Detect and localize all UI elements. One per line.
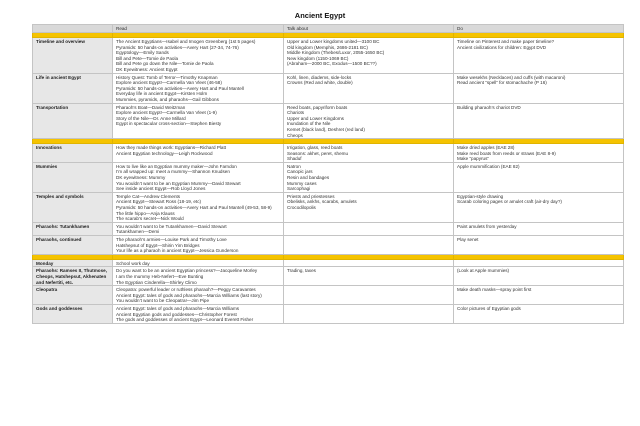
cell-line: DK Eyewitness: Ancient Egypt bbox=[116, 66, 178, 72]
topic-label: Timeline and overview bbox=[36, 39, 85, 44]
cell-line: Priests and priestesses bbox=[287, 193, 335, 199]
cell-line: Crocodilopolis bbox=[287, 205, 316, 211]
cell-line: Temple Cat—Andrew Clements bbox=[116, 193, 181, 199]
header-do-cell: Do bbox=[454, 25, 624, 33]
cell-line: Cheops bbox=[287, 132, 303, 138]
cell-line: Canopic jars bbox=[287, 169, 313, 175]
topic-cell bbox=[33, 259, 113, 267]
cell-line: Egyptian-style drawing bbox=[457, 193, 504, 199]
cell-line: Pyramids: 50 hands-on activities—Avery Hart and Paul Mantell bbox=[116, 85, 244, 91]
talk-cell bbox=[284, 144, 454, 163]
cell-line: Reed boats, papyriform boats bbox=[287, 104, 348, 110]
do-cell bbox=[454, 162, 624, 192]
do-cell bbox=[454, 222, 624, 235]
cell-line: Play senet bbox=[457, 237, 479, 242]
cell-line: DK eyewitness: Mummy bbox=[116, 175, 166, 181]
do-cell bbox=[454, 103, 624, 139]
table-row bbox=[33, 144, 624, 163]
cell-line: Natron bbox=[287, 163, 301, 169]
cell-line: Your life as a pharaoh in ancient Egypt—Jessica Gunderson bbox=[116, 248, 239, 254]
cell-line: Obelisks, ankhs, scarabs, amulets bbox=[287, 199, 357, 205]
topic-label: Monday bbox=[36, 260, 54, 266]
do-cell bbox=[454, 192, 624, 222]
read-cell bbox=[113, 304, 284, 323]
table-row bbox=[33, 259, 624, 267]
cell-line: (Look at Apple mummies) bbox=[457, 268, 510, 274]
read-cell bbox=[113, 192, 284, 222]
talk-cell bbox=[284, 259, 454, 267]
cell-line: Bill and Pete—Tomie de Paola bbox=[116, 55, 179, 61]
cell-line: Egyptology—Emily Sands bbox=[116, 50, 169, 56]
read-cell bbox=[113, 259, 284, 267]
cell-line: Old kingdom (Memphis, 2686-2181 BC) bbox=[287, 44, 368, 50]
cell-line: The little hippo—Anja Klauss bbox=[116, 210, 175, 216]
cell-line: How to live like an Egyptian mummy maker—John Farndon bbox=[116, 163, 237, 169]
table-row bbox=[33, 38, 624, 74]
cell-line: Ancient Egyptian technology—Leigh Rockwood bbox=[116, 150, 213, 156]
do-cell bbox=[454, 304, 624, 323]
topic-cell bbox=[33, 286, 113, 305]
do-cell bbox=[454, 259, 624, 267]
cell-line: (Abraham—2000 BC, Exodus—1500 BC??) bbox=[287, 61, 377, 67]
header-talk-cell: Talk about bbox=[284, 25, 454, 33]
cell-line: Middle Kingdom (Thebes/Luxor, 2055-1650 BC) bbox=[287, 50, 385, 56]
read-cell bbox=[113, 286, 284, 305]
cell-line: Upper and Lower Kingdoms bbox=[287, 115, 344, 121]
topic-label: Transportation bbox=[36, 104, 69, 110]
cell-line: Explore ancient Egypt!—Carmella Van Vleet (1-9) bbox=[116, 110, 217, 116]
topic-cell bbox=[33, 73, 113, 103]
cell-line: I am the mummy Heb-Nefert—Eve Bunting bbox=[116, 273, 204, 279]
cell-line: Kohl, linen, diadems, side-locks bbox=[287, 74, 352, 80]
cell-line: Ancient Egyptian gods and goddesses—Christopher Forest bbox=[116, 311, 237, 317]
cell-line: Pyramids: 50 hands-on activities—Avery Hart and Paul Mantell (49-53, 58-9) bbox=[116, 205, 272, 211]
cell-line: Make reed boats from reeds or straws (EAE 8-9) bbox=[457, 150, 556, 156]
topic-cell bbox=[33, 192, 113, 222]
cell-line: Tutankhamen—Demi bbox=[116, 229, 160, 235]
cell-line: Timeline on Pinterest and make paper timeline? bbox=[457, 39, 555, 44]
cell-line: Do you want to be an ancient Egyptian princess?—Jacqueline Morley bbox=[116, 268, 258, 274]
topic-cell bbox=[33, 162, 113, 192]
cell-line: The scarab’s secret—Nick Would bbox=[116, 216, 184, 222]
topic-cell bbox=[33, 38, 113, 74]
table-row bbox=[33, 236, 624, 255]
cell-line: Pharaoh’s Boat—David Weitzman bbox=[116, 104, 186, 110]
cell-line: See inside ancient Egypt—Rob Lloyd Jones bbox=[116, 186, 206, 192]
talk-cell bbox=[284, 192, 454, 222]
table-row bbox=[33, 162, 624, 192]
topic-cell bbox=[33, 267, 113, 286]
cell-line: Mummies, pyramids, and pharaohs—Gail Gibbons bbox=[116, 96, 219, 102]
read-cell bbox=[113, 222, 284, 235]
cell-line: How they made things work: Egyptians—Richard Platt bbox=[116, 145, 227, 151]
cell-line: Ancient Egypt: tales of gods and pharaohs—Marcia Williams bbox=[116, 305, 240, 311]
read-cell bbox=[113, 236, 284, 255]
cell-line: Make dried apples (EAE 28) bbox=[457, 145, 515, 151]
cell-line: Chariots bbox=[287, 110, 305, 116]
topic-label: Pharaohs: Ramses II, Thutmose, Cheops, Hatshepsut, Akhenaten and Nefertiti, etc. bbox=[36, 268, 107, 285]
cell-line: Irrigation, glass, reed boats bbox=[287, 145, 343, 151]
topic-cell bbox=[33, 222, 113, 235]
talk-cell bbox=[284, 73, 454, 103]
talk-cell bbox=[284, 162, 454, 192]
cell-line: You wouldn’t want to be an Egyptian Mummy—David Stewart bbox=[116, 180, 241, 186]
cell-line: Sarcophagi bbox=[287, 186, 311, 192]
cell-line: You wouldn’t want to be Tutankhamen—David Stewart bbox=[116, 223, 227, 229]
cell-line: Apple mummification (EAE 82) bbox=[457, 163, 520, 169]
cell-line: Make wesekhs (Necklaces) and cuffs (with macaroni) bbox=[457, 74, 566, 80]
do-cell bbox=[454, 286, 624, 305]
cell-line: Make death masks—spray point first bbox=[457, 287, 532, 293]
do-cell bbox=[454, 38, 624, 74]
header-row bbox=[33, 25, 624, 33]
cell-line: I’m all wrapped up: meet a mummy—Shannon Knudsen bbox=[116, 169, 230, 175]
cell-line: Inundation of the Nile bbox=[287, 121, 331, 127]
talk-cell bbox=[284, 222, 454, 235]
document-title: Ancient Egypt bbox=[294, 11, 346, 20]
cell-line: Trading, taxes bbox=[287, 268, 316, 274]
read-cell bbox=[113, 73, 284, 103]
cell-line: Pyramids: 50 hands-on activities—Avery Hart (27-34, 74-76) bbox=[116, 44, 239, 50]
cell-line: Upper and Lower kingdoms united—3100 BC bbox=[287, 39, 380, 44]
table-row bbox=[33, 192, 624, 222]
cell-line: Ancient civilizations for children: Egypt DVD bbox=[457, 44, 547, 50]
cell-line: Ancient Egypt—Stewart Ross (18-19, etc) bbox=[116, 199, 202, 205]
cell-line: Building pharaoh’s chariot DVD bbox=[457, 104, 521, 110]
topic-label: Temples and symbols bbox=[36, 193, 84, 199]
cell-line: Bill and Pete go down the Nile—Tomie de Paola bbox=[116, 61, 214, 67]
topic-label: Pharaohs, continued bbox=[36, 237, 82, 242]
do-cell bbox=[454, 73, 624, 103]
cell-line: Hatshepsut of Egypt—Shirin Yim Bridges bbox=[116, 242, 200, 248]
cell-line: School work day bbox=[116, 260, 150, 266]
cell-line: Mummy cases bbox=[287, 180, 317, 186]
cell-line: New kingdom (1150-1069 BC) bbox=[287, 55, 349, 61]
cell-line: The pharaoh’s armies—Louise Park and Timothy Love bbox=[116, 237, 227, 242]
talk-cell bbox=[284, 286, 454, 305]
topic-cell bbox=[33, 144, 113, 163]
cell-line: Shaduf bbox=[287, 156, 302, 162]
cell-line: Story of the Nile—Dr. Anne Millard bbox=[116, 115, 186, 121]
read-cell bbox=[113, 162, 284, 192]
table-row bbox=[33, 73, 624, 103]
cell-line: The Egyptian Cinderella—Shirley Climo bbox=[116, 279, 197, 285]
talk-cell bbox=[284, 304, 454, 323]
do-cell bbox=[454, 144, 624, 163]
cell-line: Resin and bandages bbox=[287, 175, 330, 181]
topic-label: Innovations bbox=[36, 145, 62, 151]
header-topic-cell bbox=[33, 25, 113, 33]
topic-cell bbox=[33, 236, 113, 255]
cell-line: Everyday life in ancient Egypt—Kirsten Holm bbox=[116, 91, 208, 97]
cell-line: Read ancient “spell” for stomachache (P 16) bbox=[457, 80, 547, 86]
cell-line: Ancient Egypt: tales of gods and pharaohs—Marcia Williams (last story) bbox=[116, 292, 262, 298]
read-cell bbox=[113, 144, 284, 163]
unit-plan-table bbox=[32, 24, 624, 324]
cell-line: Seasons: akhet, peret, shemu bbox=[287, 150, 349, 156]
cell-line: History Quest: Tomb of Terror—Timothy Knapman bbox=[116, 74, 218, 80]
read-cell bbox=[113, 103, 284, 139]
cell-line: You wouldn’t want to be Cleopatra!—Jim Pipe bbox=[116, 298, 210, 304]
table-row bbox=[33, 304, 624, 323]
cell-line: Color pictures of Egyptian gods bbox=[457, 305, 521, 311]
cell-line: Scarab coloring pages or amulet craft (air-dry day?) bbox=[457, 199, 562, 205]
table-row bbox=[33, 103, 624, 139]
cell-line: The gods and goddesses of ancient Egypt—Leonard Everett Fisher bbox=[116, 317, 254, 323]
cell-line: Kemet (black land), Deshret (red land) bbox=[287, 126, 365, 132]
talk-cell bbox=[284, 236, 454, 255]
topic-cell bbox=[33, 103, 113, 139]
topic-label: Pharaohs: Tutankhamen bbox=[36, 223, 90, 229]
read-cell bbox=[113, 38, 284, 74]
topic-label: Life in ancient Egypt bbox=[36, 74, 81, 80]
talk-cell bbox=[284, 38, 454, 74]
cell-line: Egypt in spectacular cross-section—Stephen Biesty bbox=[116, 121, 222, 127]
do-cell bbox=[454, 267, 624, 286]
topic-cell bbox=[33, 304, 113, 323]
table-row bbox=[33, 286, 624, 305]
cell-line: Cleopatra: powerful leader or ruthless pharaoh?—Peggy Caravantes bbox=[116, 287, 256, 293]
read-cell bbox=[113, 267, 284, 286]
table-row bbox=[33, 222, 624, 235]
cell-line: Make “papyrus” bbox=[457, 156, 489, 162]
talk-cell bbox=[284, 267, 454, 286]
table-row bbox=[33, 267, 624, 286]
talk-cell bbox=[284, 103, 454, 139]
cell-line: Explore ancient Egypt!—Carmella Van Vleet (46-58) bbox=[116, 80, 222, 86]
cell-line: The Ancient Egyptians—Isabel and Imogen Greenberg (1st 5 pages) bbox=[116, 39, 256, 44]
topic-label: Cleopatra bbox=[36, 287, 58, 293]
cell-line: Paint amulets from yesterday bbox=[457, 223, 517, 229]
header-read-cell: Read bbox=[113, 25, 284, 33]
cell-line: Crowns (Red and white, double) bbox=[287, 80, 353, 86]
topic-label: Mummies bbox=[36, 163, 58, 169]
do-cell bbox=[454, 236, 624, 255]
topic-label: Gods and goddesses bbox=[36, 305, 83, 311]
